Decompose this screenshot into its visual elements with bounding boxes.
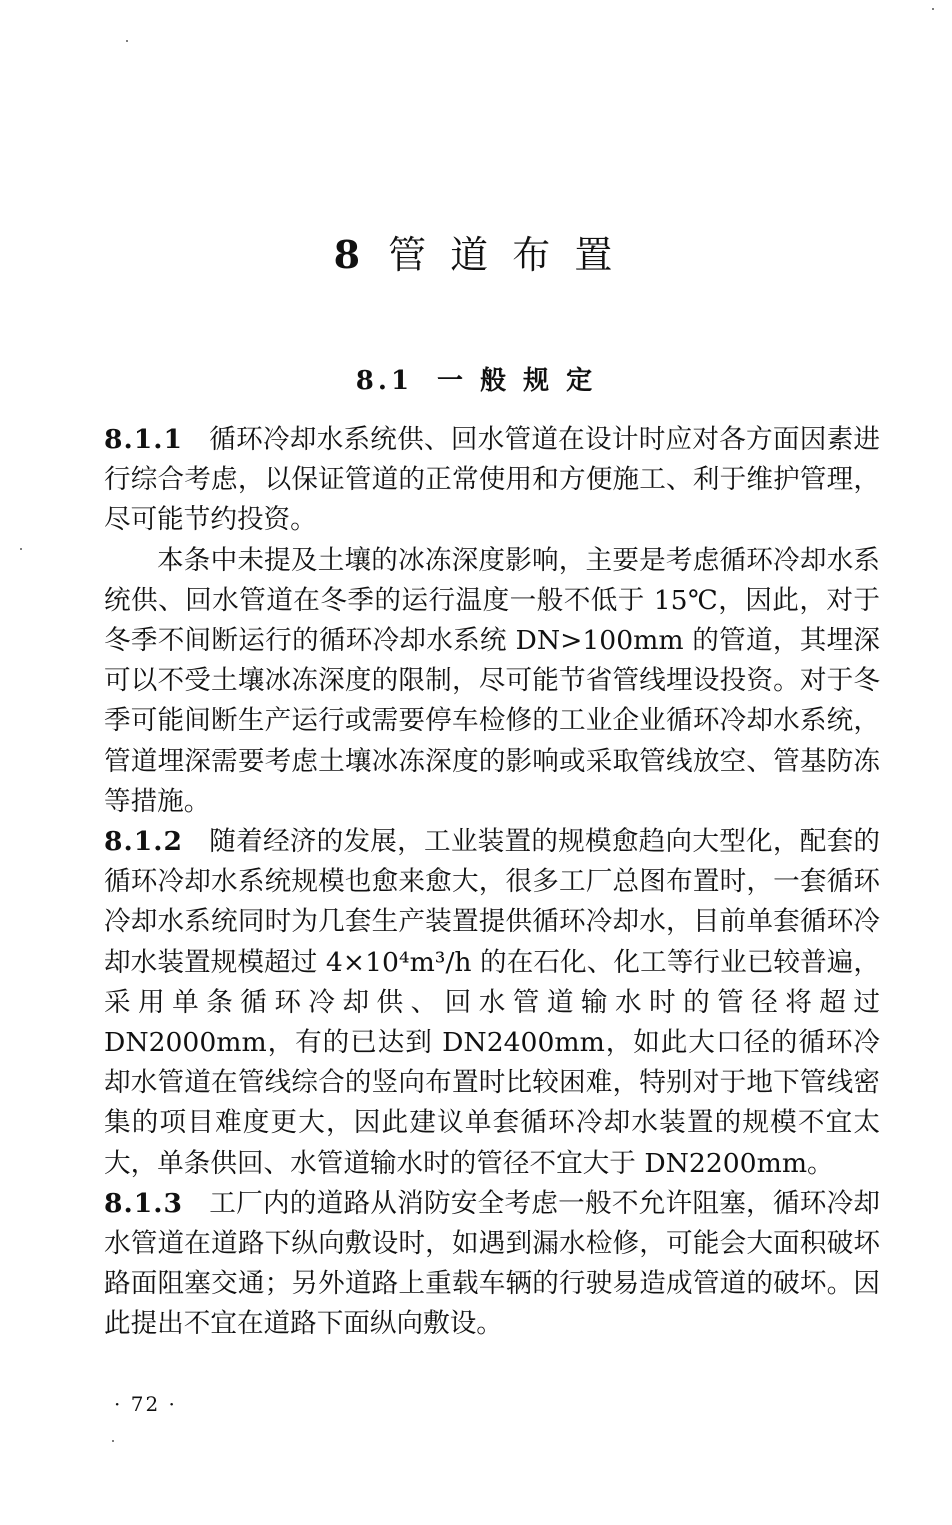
- scan-speck: [112, 1440, 114, 1442]
- chapter-title-text: 管 道 布 置: [388, 233, 619, 277]
- page-number: · 72 ·: [114, 1392, 177, 1416]
- clause-text: 随着经济的发展，工业装置的规模愈趋向大型化，配套的循环冷却水系统规模也愈来愈大，很多工厂总图布置时，一套循环冷却水系统同时为几套生产装置提供循环冷却水，目前单套循环冷却水装置规模超过 4×10⁴m³/h 的在石化、化工等行业已较普遍，采用单条循环冷却供、回水管道输水时的管径将超过 DN2000mm，有的已达到 DN2400mm，如此大口径的循环冷却水管道在管线综合的竖向布置时比较困难，特别对于地下管线密集的项目难度更大，因此建议单套循环冷却水装置的规模不宜太大，单条供回、水管道输水时的管径不宜大于 DN2200mm。: [104, 826, 880, 1179]
- clause-text: 循环冷却水系统供、回水管道在设计时应对各方面因素进行综合考虑，以保证管道的正常使用和方便施工、利于维护管理，尽可能节约投资。: [104, 424, 880, 536]
- clause-number: 8.1.3: [104, 1187, 184, 1219]
- body-text: [104, 420, 880, 1345]
- clause-8-1-1: [104, 420, 880, 541]
- clause-8-1-3: [104, 1184, 880, 1345]
- scan-speck: [932, 8, 934, 10]
- chapter-number: 8: [333, 232, 367, 277]
- section-title: [0, 360, 952, 397]
- section-number: 8.1: [355, 366, 414, 396]
- scan-speck: [20, 548, 22, 550]
- chapter-title: [0, 224, 952, 279]
- clause-number: 8.1.2: [104, 826, 184, 858]
- clause-explanation-text: 本条中未提及土壤的冰冻深度影响，主要是考虑循环冷却水系统供、回水管道在冬季的运行温度一般不低于 15℃，因此，对于冬季不间断运行的循环冷却水系统 DN>100mm 的管道，其埋深可以不受土壤冰冻深度的限制，尽可能节省管线埋设投资。对于冬季可能间断生产运行或需要停车检修的工业企业循环冷却水系统，管道埋深需要考虑土壤冰冻深度的影响或采取管线放空、管基防冻等措施。: [104, 544, 880, 817]
- clause-8-1-1-explanation: [104, 541, 880, 822]
- scan-speck: [126, 40, 128, 42]
- clause-text: 工厂内的道路从消防安全考虑一般不允许阻塞，循环冷却水管道在道路下纵向敷设时，如遇到漏水检修，可能会大面积破坏路面阻塞交通；另外道路上重载车辆的行驶易造成管道的破坏。因此提出不宜在道路下面纵向敷设。: [104, 1187, 880, 1340]
- section-title-text: 一 般 规 定: [437, 366, 597, 396]
- clause-8-1-2: [104, 822, 880, 1184]
- clause-number: 8.1.1: [104, 424, 184, 455]
